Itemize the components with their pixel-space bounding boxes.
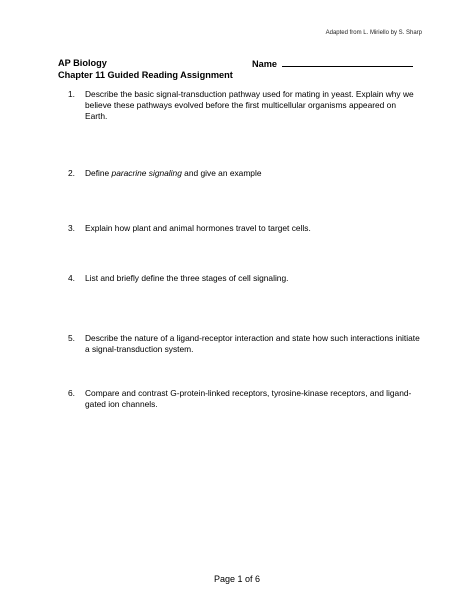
page-number: Page 1 of 6: [213, 574, 261, 584]
question-number: 1.: [68, 89, 75, 99]
name-label: Name: [252, 59, 278, 69]
question-1: [68, 89, 420, 122]
question-number: 4.: [68, 273, 75, 283]
question-number: 6.: [68, 388, 75, 398]
question-6: [68, 388, 420, 410]
assignment-title: Chapter 11 Guided Reading Assignment: [58, 70, 233, 80]
question-number: 3.: [68, 223, 75, 233]
question-text: Explain how plant and animal hormones travel to target cells.: [85, 223, 311, 233]
question-text: List and briefly define the three stages of cell signaling.: [85, 273, 289, 283]
question-3: [68, 223, 420, 234]
question-text: Describe the basic signal-transduction pathway used for mating in yeast. Explain why we believe these pathways evolved before the first multicellular organisms appeared on Earth.: [85, 89, 414, 121]
question-text-part: Define: [85, 168, 112, 178]
credit-line: Adapted from L. Miriello by S. Sharp: [325, 30, 422, 36]
question-text: Describe the nature of a ligand-receptor interaction and state how such interactions initiate a signal-transduction system.: [85, 333, 420, 354]
question-5: [68, 333, 420, 355]
name-field[interactable]: [252, 57, 413, 70]
question-2: [68, 168, 420, 179]
document-header: [58, 57, 233, 81]
question-number: 2.: [68, 168, 75, 178]
question-4: [68, 273, 420, 284]
emphasized-term: paracrine signaling: [111, 168, 182, 178]
question-text: Compare and contrast G-protein-linked receptors, tyrosine-kinase receptors, and ligand-gated ion channels.: [85, 388, 412, 409]
name-blank-line[interactable]: [282, 57, 413, 67]
question-text: [85, 168, 420, 179]
course-title: AP Biology: [58, 58, 107, 68]
question-number: 5.: [68, 333, 75, 343]
question-text-part: and give an example: [181, 168, 262, 178]
